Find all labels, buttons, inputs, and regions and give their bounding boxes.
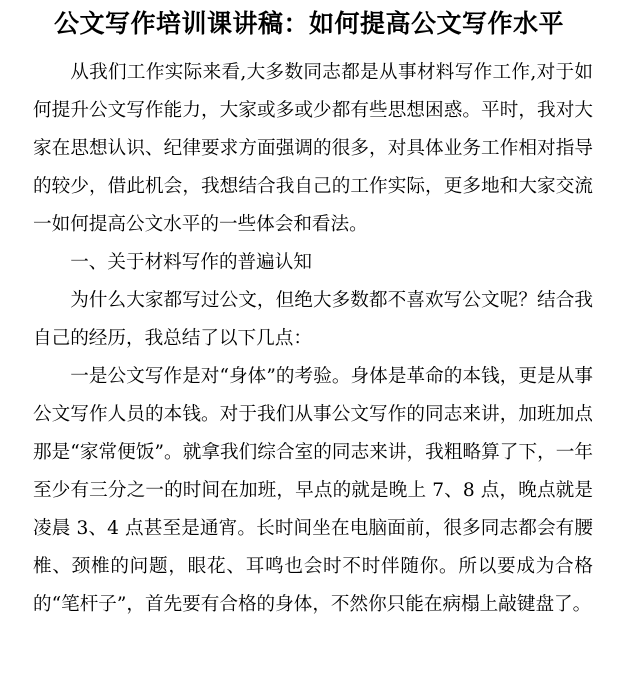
- section-heading: 一、关于材料写作的普遍认知: [70, 252, 312, 273]
- document-title: 公文写作培训课讲稿：如何提高公文写作水平: [53, 9, 564, 38]
- question-paragraph: 为什么大家都写过公文，但绝大多数都不喜欢写公文呢？结合我自己的经历，我总结了以下几点：: [33, 290, 593, 349]
- intro-paragraph: 从我们工作实际来看,大多数同志都是从事材料写作工作,对于如何提升公文写作能力，大家或多或少都有些思想困惑。平时，我对大家在思想认识、纪律要求方面强调的很多，对具体业务工作相对指导的较少，借此机会，我想结合我自己的工作实际，更多地和大家交流一如何提高公文水平的一些体会和看法。: [33, 62, 593, 235]
- document-body: [33, 54, 593, 624]
- point-one-paragraph: 一是公文写作是对“身体”的考验。身体是革命的本钱，更是从事公文写作人员的本钱。对于我们从事公文写作的同志来讲，加班加点那是“家常便饭”。就拿我们综合室的同志来讲，我粗略算了下，一年至少有三分之一的时间在加班，早点的就是晚上 7、8 点，晚点就是凌晨 3、4 点甚至是通宵。长时间坐在电脑面前，很多同志都会有腰椎、颈椎的问题，眼花、耳鸣也会时不时伴随你。所以要成为合格的“笔杆子”，首先要有合格的身体，不然你只能在病榻上敲键盘了。: [33, 366, 593, 615]
